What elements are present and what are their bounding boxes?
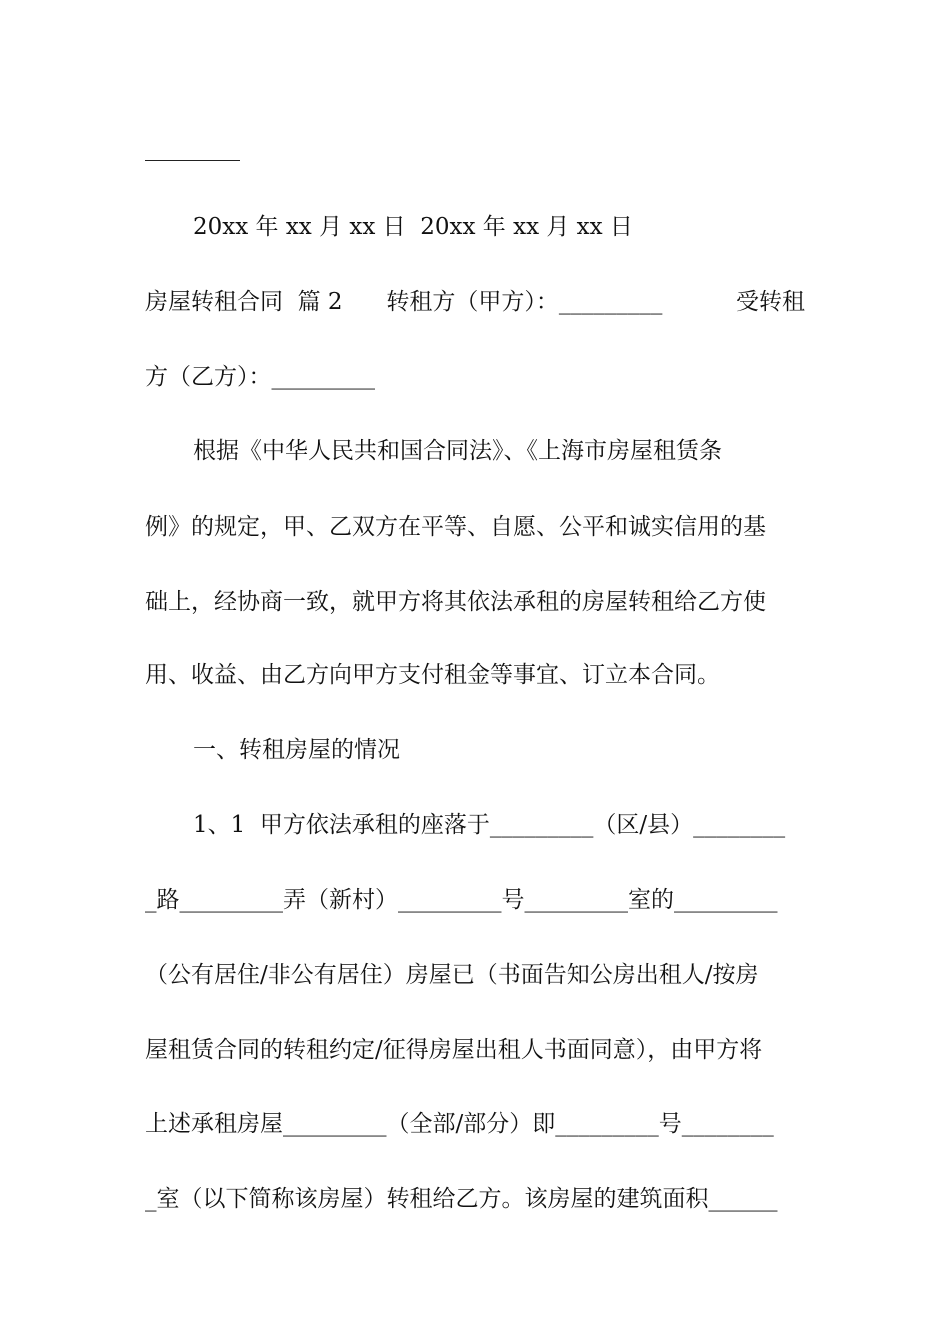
- paragraph-line: 根据《中华人民共和国合同法》、《上海市房屋租赁条: [193, 438, 722, 464]
- clause-line: _路_________弄（新村）_________号_________室的_________: [145, 887, 778, 913]
- title-line: [145, 287, 805, 317]
- paragraph-line: 础上，经协商一致，就甲方将其依法承租的房屋转租给乙方使: [145, 589, 766, 615]
- title-line-left: 房屋转租合同 篇 2 转租方（甲方）：_________: [145, 289, 663, 315]
- section-heading: 一、转租房屋的情况: [193, 737, 400, 763]
- clause-line: 上述承租房屋_________（全部/部分）即_________号________: [145, 1111, 774, 1137]
- blank-underline: [145, 160, 240, 161]
- clause-line: 屋租赁合同的转租约定/征得房屋出租人书面同意），由甲方将: [145, 1037, 763, 1063]
- clause-line: （公有居住/非公有居住）房屋已（书面告知公房出租人/按房: [145, 962, 759, 988]
- clause-line: _室（以下简称该房屋）转租给乙方。该房屋的建筑面积______: [145, 1186, 778, 1212]
- paragraph-line: 例》的规定，甲、乙双方在平等、自愿、公平和诚实信用的基: [145, 514, 766, 540]
- date-line: 20xx 年 xx 月 xx 日 20xx 年 xx 月 xx 日: [193, 214, 633, 240]
- paragraph-line: 用、收益、由乙方向甲方支付租金等事宜、订立本合同。: [145, 662, 720, 688]
- clause-line: 1、1 甲方依法承租的座落于_________（区/县）________: [193, 812, 786, 838]
- party-b-line: 方（乙方）：_________: [145, 364, 375, 390]
- title-line-right: 受转租: [736, 289, 805, 315]
